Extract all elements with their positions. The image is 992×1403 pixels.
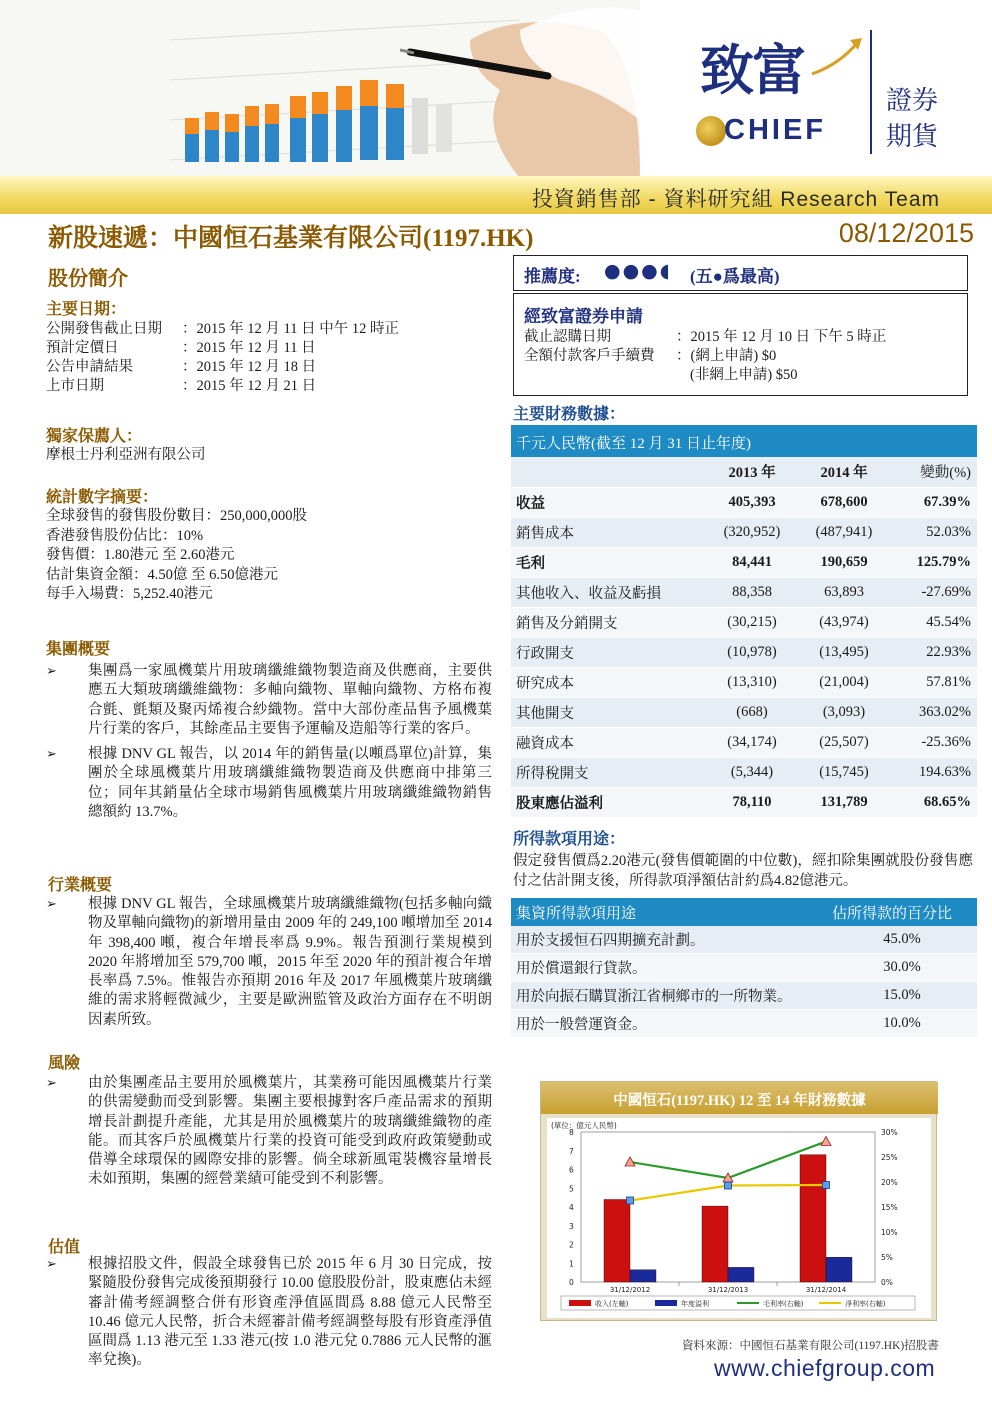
industry-heading: 行業概要 xyxy=(48,877,113,894)
financial-value-2013: 88,358 xyxy=(711,577,799,607)
chart-category-label: 31/12/2013 xyxy=(707,1286,749,1294)
financial-value-change: 52.03% xyxy=(895,517,977,547)
company-logo xyxy=(690,28,980,168)
financial-value-2013: (320,952) xyxy=(711,517,799,547)
financial-value-2014: (13,495) xyxy=(799,637,895,667)
chart-bar xyxy=(702,1206,728,1282)
chart-legend-label: 收入(左軸) xyxy=(595,1300,629,1308)
apply-rows xyxy=(524,328,964,385)
financial-row xyxy=(511,757,977,787)
financial-value-2014: (487,941) xyxy=(799,517,895,547)
apply-row xyxy=(524,366,964,385)
use-of-proceeds-heading: 所得款項用途： xyxy=(513,831,626,848)
chart-left-tick-label: 4 xyxy=(569,1203,574,1212)
page-title: 新股速遞：中國恒石基業有限公司(1197.HK) xyxy=(48,225,534,252)
apply-heading: 經致富證券申請 xyxy=(524,307,643,326)
financial-value-2013: 84,441 xyxy=(711,547,799,577)
logo-divider xyxy=(870,30,872,154)
use-row xyxy=(511,954,977,982)
financial-row-label: 銷售及分銷開支 xyxy=(511,607,711,637)
financial-value-change: 363.02% xyxy=(895,697,977,727)
website-link[interactable]: www.chiefgroup.com xyxy=(714,1355,936,1381)
chart-left-tick-label: 0 xyxy=(569,1278,574,1287)
financial-unit-bar: 千元人民幣(截至 12 月 31 日止年度) xyxy=(511,425,977,457)
financial-value-change: 194.63% xyxy=(895,757,977,787)
financial-value-change: 45.54% xyxy=(895,607,977,637)
key-date-value: ：2015 年 12 月 11 日 xyxy=(182,340,316,356)
apply-box xyxy=(513,293,968,396)
apply-label: 全額付款客戶手續費 xyxy=(524,348,655,364)
use-row-label: 用於向振石購買浙江省桐鄉市的一所物業。 xyxy=(511,982,827,1010)
chart-left-tick-label: 1 xyxy=(569,1259,574,1269)
stat-item: 全球發售的發售股份數目：250,000,000股 xyxy=(46,508,307,524)
chart-legend-swatch xyxy=(655,1300,677,1306)
stats-list xyxy=(46,507,307,605)
apply-value: ：2015 年 12 月 10 日 下午 5 時正 xyxy=(676,329,887,345)
use-row-percent: 45.0% xyxy=(827,926,977,954)
key-date-label: 公開發售截止日期 xyxy=(46,321,162,337)
bullet-text: 集團爲一家風機葉片用玻璃纖維織物製造商及供應商，主要供應五大類玻璃纖維織物：多軸向織物、單軸向織物、方格布複合氈、氈類及聚丙烯複合紗織物。當中大部份產品售予風機葉片行業的客戶，其餘產品主要售予運輸及造船等行業的客戶。 xyxy=(88,663,492,737)
use-row-label: 用於支援恒石四期擴充計劃。 xyxy=(511,926,827,954)
financial-table-wrap xyxy=(511,457,977,818)
financial-row xyxy=(511,517,977,547)
stats-heading: 統計數字摘要： xyxy=(46,489,159,506)
chart-line-point xyxy=(725,1182,732,1189)
financial-col-label xyxy=(511,457,711,487)
financial-col-change: 變動(%) xyxy=(895,457,977,487)
use-row xyxy=(511,926,977,954)
key-date-row xyxy=(46,320,486,339)
financial-value-2013: 405,393 xyxy=(711,487,799,517)
financial-row xyxy=(511,697,977,727)
stat-item: 發售價：1.80港元 至 2.60港元 xyxy=(46,547,235,563)
financial-value-2014: 63,893 xyxy=(799,577,895,607)
financial-value-2013: 78,110 xyxy=(711,787,799,817)
chart-frame xyxy=(540,1081,937,1321)
financial-row xyxy=(511,787,977,817)
bullet-item xyxy=(46,745,492,822)
hero-chart-illustration xyxy=(0,0,640,178)
chart-right-tick-label: 5% xyxy=(881,1253,893,1262)
chart-unit-label: (單位：億元人民幣) xyxy=(551,1121,617,1130)
use-row-label: 用於償還銀行貸款。 xyxy=(511,954,827,982)
financial-row-label: 行政開支 xyxy=(511,637,711,667)
logo-chinese-text: 致富 xyxy=(700,38,804,102)
bullet-item xyxy=(46,895,492,1030)
bullet-arrow-icon: ➢ xyxy=(46,896,57,911)
group-bullets xyxy=(46,662,492,822)
key-date-value: ：2015 年 12 月 11 日 中午 12 時正 xyxy=(182,321,399,337)
chart-line-point xyxy=(823,1182,830,1189)
financial-table xyxy=(511,457,977,818)
stat-item: 香港發售股份佔比：10% xyxy=(46,527,204,544)
logo-futures-text: 期貨 xyxy=(886,122,939,152)
key-date-row xyxy=(46,358,486,377)
chart-bar xyxy=(826,1257,852,1282)
financial-row xyxy=(511,667,977,697)
chart-left-tick-label: 2 xyxy=(569,1240,574,1250)
key-date-row xyxy=(46,339,486,358)
use-row-percent: 30.0% xyxy=(827,954,977,982)
chart-left-tick-label: 5 xyxy=(569,1184,574,1194)
financial-row-label: 股東應佔溢利 xyxy=(511,787,711,817)
financial-value-2013: (668) xyxy=(711,697,799,727)
use-row xyxy=(511,1010,977,1038)
financial-row-label: 收益 xyxy=(511,487,711,517)
chart-left-tick-label: 6 xyxy=(569,1165,574,1175)
bullet-arrow-icon: ➢ xyxy=(46,746,57,762)
use-table-wrap xyxy=(511,898,977,1038)
key-date-label: 公告申請結果 xyxy=(46,359,133,375)
key-dates-list xyxy=(46,320,486,396)
financial-value-change: 125.79% xyxy=(895,547,977,577)
financial-row xyxy=(511,607,977,637)
financial-row-label: 研究成本 xyxy=(511,667,711,697)
risk-heading: 風險 xyxy=(48,1055,81,1072)
financial-chart xyxy=(547,1118,931,1318)
intro-heading: 股份簡介 xyxy=(48,268,128,290)
financial-row xyxy=(511,547,977,577)
financial-value-2014: (3,093) xyxy=(799,697,895,727)
chart-legend-swatch xyxy=(569,1300,591,1306)
chart-bar xyxy=(630,1270,656,1282)
apply-row xyxy=(524,347,964,366)
rating-dots: ●●●◖ xyxy=(604,260,672,282)
financial-value-2013: (13,310) xyxy=(711,667,799,697)
financial-row-label: 其他收入、收益及虧損 xyxy=(511,577,711,607)
financial-value-2013: (10,978) xyxy=(711,637,799,667)
chart-title: 中國恒石(1197.HK) 12 至 14 年財務數據 xyxy=(541,1082,938,1114)
rating-label: 推薦度: xyxy=(524,267,581,286)
financial-value-2013: (30,215) xyxy=(711,607,799,637)
apply-value: (非網上申請) $50 xyxy=(690,367,798,383)
chart-bar xyxy=(604,1200,630,1283)
apply-label xyxy=(524,366,690,385)
chart-bar xyxy=(728,1267,754,1282)
financial-value-2014: 678,600 xyxy=(799,487,895,517)
bullet-text: 根據 DNV GL 報告，全球風機葉片玻璃纖維織物(包括多軸向織物及單軸向織物)的新增用量由 2009 年的 249,100 噸增加至 2014 年 398,400 噸，複合年增長率爲 9.9%。報告預測行業規模到 2020 年將增加至 579,700 噸，2015 年至 2020 年的預計複合年增長率爲 7.5%。惟報告亦預期 2016 年及 2017 年風機葉片玻璃纖維的需求將輕微減少，主要是歐洲監管及政治方面存在不明朗因素所致。 xyxy=(88,896,492,1028)
key-date-row xyxy=(46,377,486,396)
key-dates-heading: 主要日期： xyxy=(46,301,127,318)
key-date-label: 上市日期 xyxy=(46,378,104,394)
financial-value-2013: (34,174) xyxy=(711,727,799,757)
use-of-proceeds-text: 假定發售價爲2.20港元(發售價範圍的中位數)，經扣除集團就股份發售應付之估計開支後，所得款項淨額估計約爲4.82億港元。 xyxy=(513,853,973,889)
sponsor-heading: 獨家保薦人： xyxy=(46,428,143,445)
bullet-arrow-icon: ➢ xyxy=(46,1075,57,1090)
chart-right-tick-label: 20% xyxy=(881,1178,898,1187)
use-row-label: 用於一般營運資金。 xyxy=(511,1010,827,1038)
chart-left-tick-label: 3 xyxy=(569,1221,574,1231)
financial-row-label: 毛利 xyxy=(511,547,711,577)
bullet-text: 根據招股文件，假設全球發售已於 2015 年 6 月 30 日完成，按緊隨股份發售完成後預期發行 10.00 億股股份計，股東應佔未經審計備考經調整合併有形資產淨值區間爲 8.88 億元人民幣至 10.46 億元人民幣，折合未經審計備考經調整每股有形資產淨值區間爲 1.13 港元至 1.33 港元(按 1.0 港元兌 0.7886 元人民幣的滙率兌換)。 xyxy=(88,1256,492,1369)
financial-row-label: 所得稅開支 xyxy=(511,757,711,787)
financial-col-2013: 2013 年 xyxy=(711,457,799,487)
industry-bullets xyxy=(46,895,492,1030)
chart-legend-label: 淨利率(右軸) xyxy=(845,1300,886,1308)
header-hero-image xyxy=(0,0,640,178)
use-row-percent: 15.0% xyxy=(827,982,977,1010)
rating-note: (五●爲最高) xyxy=(690,267,780,286)
chart-left-tick-label: 8 xyxy=(569,1128,574,1137)
use-row-percent: 10.0% xyxy=(827,1010,977,1038)
risk-bullets xyxy=(46,1074,492,1190)
source-note: 資料來源：中國恒石基業有限公司(1197.HK)招股書 xyxy=(682,1340,939,1352)
chart-right-tick-label: 30% xyxy=(881,1128,898,1137)
financial-row xyxy=(511,727,977,757)
report-date: 08/12/2015 xyxy=(838,218,974,248)
bullet-item xyxy=(46,1255,492,1371)
valuation-heading: 估值 xyxy=(48,1239,81,1256)
bullet-text: 根據 DNV GL 報告，以 2014 年的銷售量(以噸爲單位)計算，集團於全球風機葉片用玻璃纖維織物製造商及供應商中排第三位；同年其銷量佔全球市場銷售風機葉片用玻璃纖維織物銷售總額約 13.7%。 xyxy=(88,746,492,821)
financial-row xyxy=(511,577,977,607)
stat-item: 每手入場費：5,252.40港元 xyxy=(46,586,213,602)
bullet-item xyxy=(46,662,492,739)
financial-value-change: 68.65% xyxy=(895,787,977,817)
rating-box xyxy=(513,255,968,291)
chart-right-tick-label: 25% xyxy=(881,1153,898,1162)
group-heading: 集團概要 xyxy=(46,641,111,658)
bullet-text: 由於集團產品主要用於風機葉片，其業務可能因風機葉片行業的供需變動而受到影響。集團主要根據對客戶產品需求的預期增長計劃提升產能，尤其是用於風機葉片的玻璃纖維織物的產能。而其客戶於風機葉片行業的投資可能受到政府政策變動或借導全球環保的國際安排的影響。倘全球新風電裝機容量增長未如預期，集團的經營業績可能受到不利影響。 xyxy=(88,1075,492,1188)
valuation-bullets xyxy=(46,1255,492,1371)
financial-value-2014: (15,745) xyxy=(799,757,895,787)
use-col-percent: 佔所得款的百分比 xyxy=(827,898,977,926)
financial-value-change: -25.36% xyxy=(895,727,977,757)
financial-value-2014: (43,974) xyxy=(799,607,895,637)
key-date-value: ：2015 年 12 月 21 日 xyxy=(182,378,317,394)
logo-securities-text: 證券 xyxy=(886,86,939,116)
logo-coin-icon xyxy=(696,116,726,146)
financial-col-2014: 2014 年 xyxy=(799,457,895,487)
use-of-proceeds-table xyxy=(511,898,977,1038)
apply-value: ：(網上申請) $0 xyxy=(676,348,777,364)
chart-left-tick-label: 7 xyxy=(569,1146,574,1156)
department-banner-text: 投資銷售部 - 資料研究組 Research Team xyxy=(531,188,940,211)
financial-row-label: 銷售成本 xyxy=(511,517,711,547)
financial-table-header xyxy=(511,457,977,487)
apply-row xyxy=(524,328,964,347)
chart-category-label: 31/12/2012 xyxy=(609,1286,651,1294)
chart-line-point xyxy=(627,1197,634,1204)
financial-row xyxy=(511,487,977,517)
financial-value-change: 57.81% xyxy=(895,667,977,697)
financial-value-2014: (21,004) xyxy=(799,667,895,697)
financial-value-2014: 190,659 xyxy=(799,547,895,577)
use-table-header xyxy=(511,898,977,926)
financial-value-change: 67.39% xyxy=(895,487,977,517)
chart-bar xyxy=(800,1155,826,1282)
chart-right-tick-label: 10% xyxy=(881,1228,898,1237)
chart-category-label: 31/12/2014 xyxy=(805,1286,847,1294)
stat-item: 估計集資金額：4.50億 至 6.50億港元 xyxy=(46,566,278,583)
bullet-arrow-icon: ➢ xyxy=(46,1256,57,1271)
logo-arrow-icon xyxy=(810,34,870,84)
financial-row xyxy=(511,637,977,667)
financial-value-2013: (5,344) xyxy=(711,757,799,787)
key-date-value: ：2015 年 12 月 18 日 xyxy=(182,359,317,375)
financial-row-label: 融資成本 xyxy=(511,727,711,757)
logo-english-text: CHIEF xyxy=(724,114,826,146)
chart-right-tick-label: 0% xyxy=(881,1278,893,1287)
use-col-purpose: 集資所得款項用途 xyxy=(511,898,827,926)
bullet-item xyxy=(46,1074,492,1190)
apply-label: 截止認購日期 xyxy=(524,329,611,345)
use-row xyxy=(511,982,977,1010)
bullet-arrow-icon: ➢ xyxy=(46,663,57,678)
financial-heading: 主要財務數據： xyxy=(513,406,626,423)
financial-value-change: -27.69% xyxy=(895,577,977,607)
financial-value-2014: (25,507) xyxy=(799,727,895,757)
financial-row-label: 其他開支 xyxy=(511,697,711,727)
financial-value-change: 22.93% xyxy=(895,637,977,667)
chart-legend-label: 年度溢利 xyxy=(681,1300,709,1308)
key-date-label: 預計定價日 xyxy=(46,340,119,356)
chart-right-tick-label: 15% xyxy=(881,1203,898,1212)
sponsor-name: 摩根士丹利亞洲有限公司 xyxy=(46,447,206,463)
financial-value-2014: 131,789 xyxy=(799,787,895,817)
chart-legend-label: 毛利率(右軸) xyxy=(763,1300,804,1308)
